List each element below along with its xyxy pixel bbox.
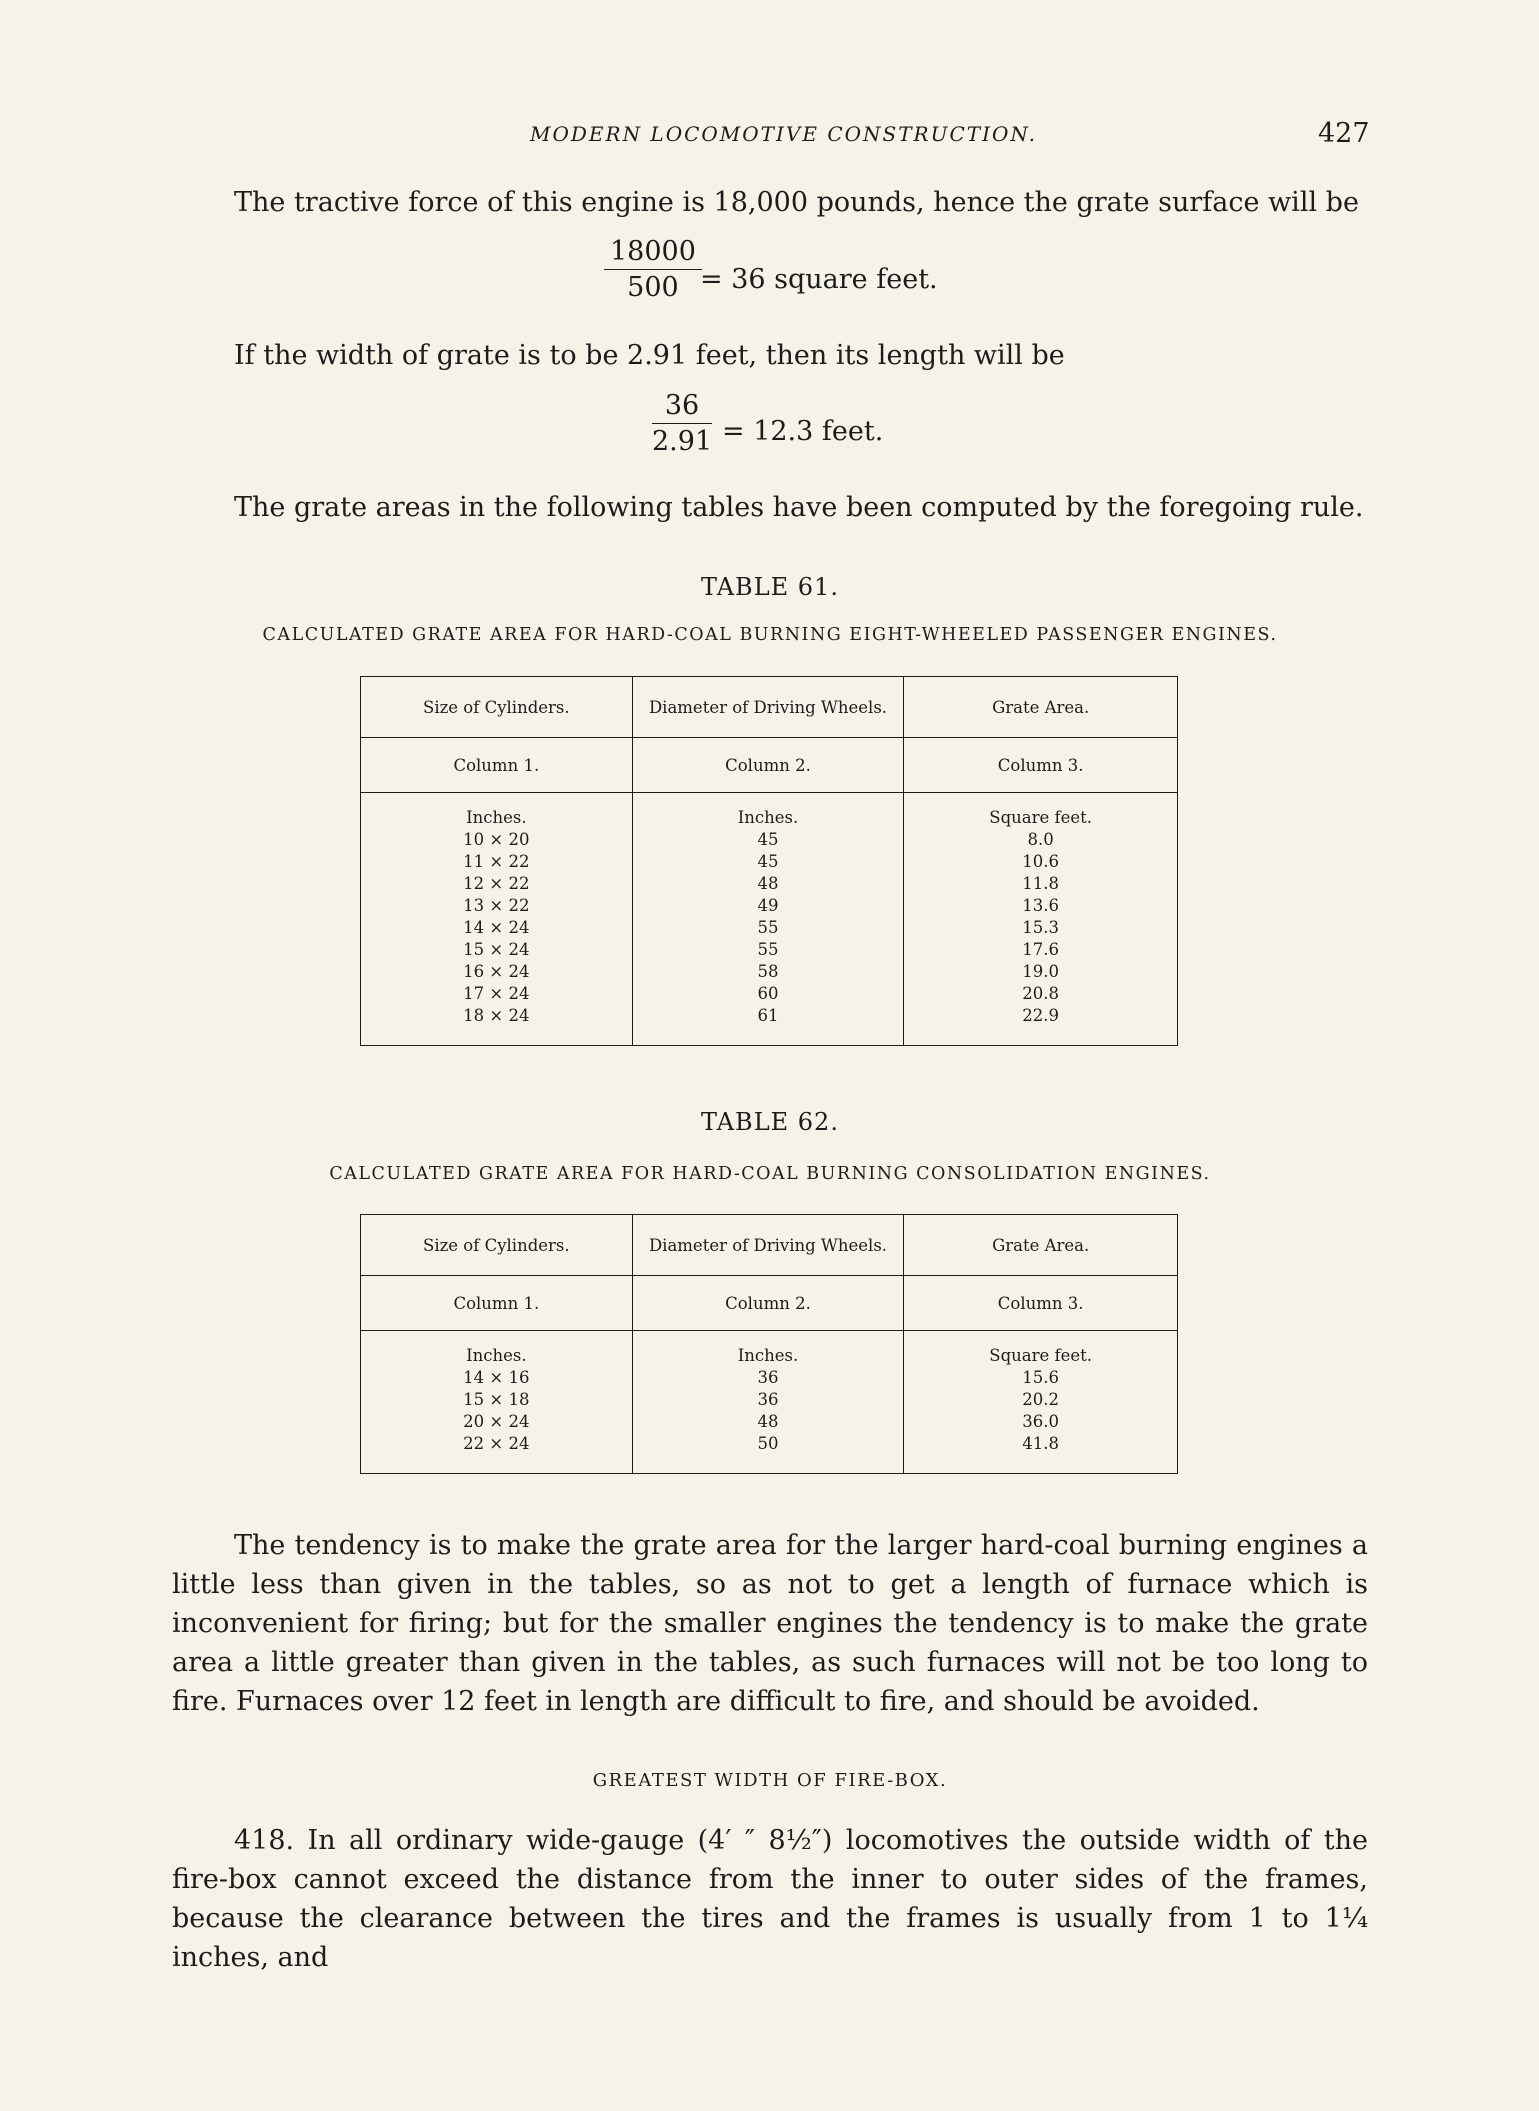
grate-area-cell: 17.6 bbox=[904, 939, 1178, 961]
header-cell: Size of Cylinders. bbox=[361, 677, 633, 738]
table-62-title: TABLE 62. bbox=[701, 1108, 839, 1136]
header-cell: Grate Area. bbox=[904, 677, 1178, 738]
unit-cell: Inches. bbox=[632, 793, 904, 830]
wheel-diameter-cell: 48 bbox=[632, 873, 904, 895]
unit-cell: Square feet. bbox=[904, 1331, 1178, 1368]
header-cell: Grate Area. bbox=[904, 1215, 1178, 1276]
formula-result: = 12.3 feet. bbox=[722, 416, 884, 447]
running-head: MODERN LOCOMOTIVE CONSTRUCTION. bbox=[530, 122, 1037, 146]
fraction-numerator: 18000 bbox=[604, 236, 702, 270]
column-cell: Column 3. bbox=[904, 1276, 1178, 1331]
wheel-diameter-cell: 55 bbox=[632, 917, 904, 939]
grate-area-cell: 20.2 bbox=[904, 1389, 1178, 1411]
cylinder-size-cell: 17 × 24 bbox=[361, 983, 633, 1005]
cylinder-size-cell: 18 × 24 bbox=[361, 1005, 633, 1046]
unit-cell: Inches. bbox=[361, 793, 633, 830]
wheel-diameter-cell: 58 bbox=[632, 961, 904, 983]
section-heading: GREATEST WIDTH OF FIRE-BOX. bbox=[592, 1770, 948, 1791]
cylinder-size-cell: 15 × 24 bbox=[361, 939, 633, 961]
table-row bbox=[361, 1389, 1178, 1411]
table-row bbox=[361, 829, 1178, 851]
wheel-diameter-cell: 49 bbox=[632, 895, 904, 917]
table-header-row bbox=[361, 1215, 1178, 1276]
column-cell: Column 3. bbox=[904, 738, 1178, 793]
unit-cell: Square feet. bbox=[904, 793, 1178, 830]
fraction-grate-length bbox=[652, 390, 712, 457]
wheel-diameter-cell: 45 bbox=[632, 851, 904, 873]
table-61-caption: CALCULATED GRATE AREA FOR HARD-COAL BURNING EIGHT-WHEELED PASSENGER ENGINES. bbox=[262, 625, 1278, 645]
wheel-diameter-cell: 36 bbox=[632, 1367, 904, 1389]
grate-area-cell: 13.6 bbox=[904, 895, 1178, 917]
cylinder-size-cell: 11 × 22 bbox=[361, 851, 633, 873]
paragraph-grate-areas: The grate areas in the following tables have been computed by the foregoing rule. bbox=[234, 492, 1364, 523]
fraction-grate-surface bbox=[604, 236, 702, 303]
grate-area-cell: 15.3 bbox=[904, 917, 1178, 939]
grate-area-cell: 11.8 bbox=[904, 873, 1178, 895]
formula-result: = 36 square feet. bbox=[700, 264, 938, 295]
table-61-title: TABLE 61. bbox=[701, 573, 839, 601]
cylinder-size-cell: 20 × 24 bbox=[361, 1411, 633, 1433]
fraction-denominator: 500 bbox=[627, 272, 679, 303]
unit-cell: Inches. bbox=[361, 1331, 633, 1368]
cylinder-size-cell: 10 × 20 bbox=[361, 829, 633, 851]
paragraph-tractive-force: The tractive force of this engine is 18,000 pounds, hence the grate surface will be bbox=[234, 187, 1359, 218]
header-cell: Diameter of Driving Wheels. bbox=[632, 677, 904, 738]
grate-area-cell: 10.6 bbox=[904, 851, 1178, 873]
table-row bbox=[361, 873, 1178, 895]
wheel-diameter-cell: 50 bbox=[632, 1433, 904, 1474]
wheel-diameter-cell: 60 bbox=[632, 983, 904, 1005]
table-row bbox=[361, 983, 1178, 1005]
wheel-diameter-cell: 55 bbox=[632, 939, 904, 961]
paragraph-418: 418. In all ordinary wide-gauge (4′ ″ 8½″) locomotives the outside width of the fire-box cannot exceed the distance from the inner to outer sides of the frames, because the clearance between the tires and the frames is usually from 1 to 1¼ inches, and bbox=[172, 1825, 1368, 1973]
header-cell: Size of Cylinders. bbox=[361, 1215, 633, 1276]
table-row bbox=[361, 895, 1178, 917]
table-row bbox=[361, 1433, 1178, 1474]
wheel-diameter-cell: 45 bbox=[632, 829, 904, 851]
table-row bbox=[361, 917, 1178, 939]
cylinder-size-cell: 22 × 24 bbox=[361, 1433, 633, 1474]
table-61 bbox=[360, 676, 1178, 1046]
grate-area-cell: 41.8 bbox=[904, 1433, 1178, 1474]
column-cell: Column 2. bbox=[632, 738, 904, 793]
cylinder-size-cell: 16 × 24 bbox=[361, 961, 633, 983]
wheel-diameter-cell: 61 bbox=[632, 1005, 904, 1046]
column-cell: Column 1. bbox=[361, 738, 633, 793]
table-row bbox=[361, 939, 1178, 961]
fraction-denominator: 2.91 bbox=[652, 426, 713, 457]
table-header-row bbox=[361, 677, 1178, 738]
wheel-diameter-cell: 36 bbox=[632, 1389, 904, 1411]
table-row bbox=[361, 1005, 1178, 1046]
unit-cell: Inches. bbox=[632, 1331, 904, 1368]
column-cell: Column 2. bbox=[632, 1276, 904, 1331]
table-62-caption: CALCULATED GRATE AREA FOR HARD-COAL BURNING CONSOLIDATION ENGINES. bbox=[329, 1164, 1211, 1184]
table-row bbox=[361, 961, 1178, 983]
table-row bbox=[361, 851, 1178, 873]
table-row bbox=[361, 1367, 1178, 1389]
table-row bbox=[361, 1411, 1178, 1433]
cylinder-size-cell: 14 × 16 bbox=[361, 1367, 633, 1389]
table-62 bbox=[360, 1214, 1178, 1474]
fraction-numerator: 36 bbox=[652, 390, 712, 424]
grate-area-cell: 36.0 bbox=[904, 1411, 1178, 1433]
cylinder-size-cell: 12 × 22 bbox=[361, 873, 633, 895]
grate-area-cell: 19.0 bbox=[904, 961, 1178, 983]
cylinder-size-cell: 14 × 24 bbox=[361, 917, 633, 939]
column-cell: Column 1. bbox=[361, 1276, 633, 1331]
page-number: 427 bbox=[1318, 118, 1370, 149]
cylinder-size-cell: 15 × 18 bbox=[361, 1389, 633, 1411]
table-column-row bbox=[361, 738, 1178, 793]
grate-area-cell: 20.8 bbox=[904, 983, 1178, 1005]
grate-area-cell: 15.6 bbox=[904, 1367, 1178, 1389]
paragraph-tendency: The tendency is to make the grate area for the larger hard-coal burning engines a little less than given in the tables, so as not to get a length of furnace which is inconvenient for firing; but for the smaller engines the tendency is to make the grate area a little greater than given in the tables, as such furnaces will not be too long to fire. Furnaces over 12 feet in length are difficult to fire, and should be avoided. bbox=[172, 1530, 1368, 1717]
header-cell: Diameter of Driving Wheels. bbox=[632, 1215, 904, 1276]
paragraph-grate-width: If the width of grate is to be 2.91 feet, then its length will be bbox=[234, 340, 1065, 371]
table-column-row bbox=[361, 1276, 1178, 1331]
wheel-diameter-cell: 48 bbox=[632, 1411, 904, 1433]
cylinder-size-cell: 13 × 22 bbox=[361, 895, 633, 917]
grate-area-cell: 22.9 bbox=[904, 1005, 1178, 1046]
table-units-row bbox=[361, 1331, 1178, 1368]
grate-area-cell: 8.0 bbox=[904, 829, 1178, 851]
table-units-row bbox=[361, 793, 1178, 830]
